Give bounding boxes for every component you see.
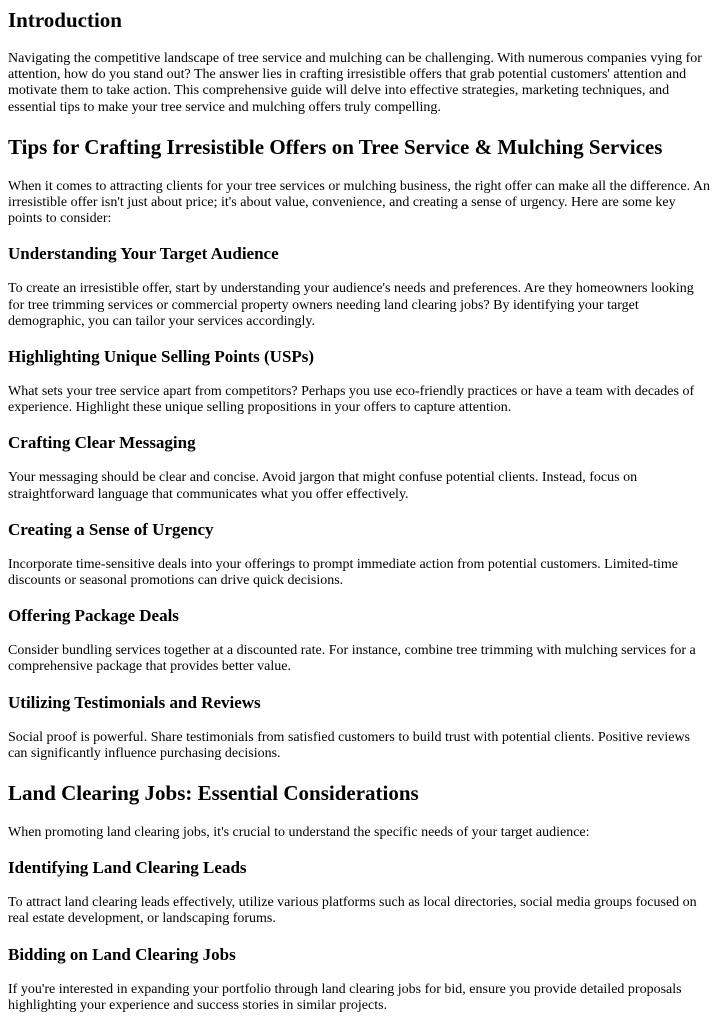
subheading-package-deals: Offering Package Deals (8, 606, 179, 626)
subheading-target-audience: Understanding Your Target Audience (8, 244, 279, 264)
paragraph-target-audience: To create an irresistible offer, start by understanding your audience's needs and preferences. Are they homeowners looking for tree trimming services or commercial property owners needing land clearing jobs? By identifying your target demographic, you can tailor your services accordingly. (8, 281, 694, 329)
section-heading-tips: Tips for Crafting Irresistible Offers on Tree Service & Mulching Services (8, 134, 663, 159)
section-heading-introduction: Introduction (8, 8, 122, 32)
section-heading-land-clearing: Land Clearing Jobs: Essential Considerations (8, 781, 419, 806)
subheading-testimonials: Utilizing Testimonials and Reviews (8, 692, 261, 712)
land-clearing-paragraph: When promoting land clearing jobs, it's crucial to understand the specific needs of your target audience: (8, 825, 590, 841)
subheading-land-clearing-leads: Identifying Land Clearing Leads (8, 858, 247, 878)
article (0, 8, 720, 1014)
subheading-usps: Highlighting Unique Selling Points (USPs) (8, 347, 315, 367)
paragraph-bidding: If you're interested in expanding your portfolio through land clearing jobs for bid, ensure you provide detailed proposals highlighting your experience and success stories in similar projects. (8, 981, 682, 1013)
paragraph-usps: What sets your tree service apart from competitors? Perhaps you use eco-friendly practices or have a team with decades of experience. Highlight these unique selling propositions in your offers to capture attention. (8, 384, 695, 416)
paragraph-testimonials: Social proof is powerful. Share testimonials from satisfied customers to build trust with potential clients. Positive reviews can significantly influence purchasing decisions. (8, 729, 691, 761)
subheading-bidding: Bidding on Land Clearing Jobs (8, 944, 236, 964)
paragraph-clear-messaging: Your messaging should be clear and concise. Avoid jargon that might confuse potential clients. Instead, focus on straightforward language that communicates what you offer effectively. (8, 470, 638, 502)
subheading-urgency: Creating a Sense of Urgency (8, 519, 214, 539)
paragraph-urgency: Incorporate time-sensitive deals into your offerings to prompt immediate action from potential customers. Limited-time discounts or seasonal promotions can drive quick decisions. (8, 556, 679, 589)
subheading-clear-messaging: Crafting Clear Messaging (8, 433, 196, 453)
intro-paragraph: Navigating the competitive landscape of tree service and mulching can be challenging. With numerous companies vying for attention, how do you stand out? The answer lies in crafting irresistible offers that grab potential customers' attention and motivate them to take action. This comprehensive guide will delve into effective strategies, marketing techniques, and essential tips to make your tree service and mulching offers truly compelling. (8, 51, 702, 115)
tips-paragraph: When it comes to attracting clients for your tree services or mulching business, the right offer can make all the difference. An irresistible offer isn't just about price; it's about value, convenience, and creating a sense of urgency. Here are some key points to consider: (8, 178, 710, 227)
paragraph-land-clearing-leads: To attract land clearing leads effectively, utilize various platforms such as local directories, social media groups focused on real estate development, or landscaping forums. (8, 895, 697, 927)
paragraph-package-deals: Consider bundling services together at a discounted rate. For instance, combine tree trimming with mulching services for a comprehensive package that provides better value. (8, 643, 696, 675)
